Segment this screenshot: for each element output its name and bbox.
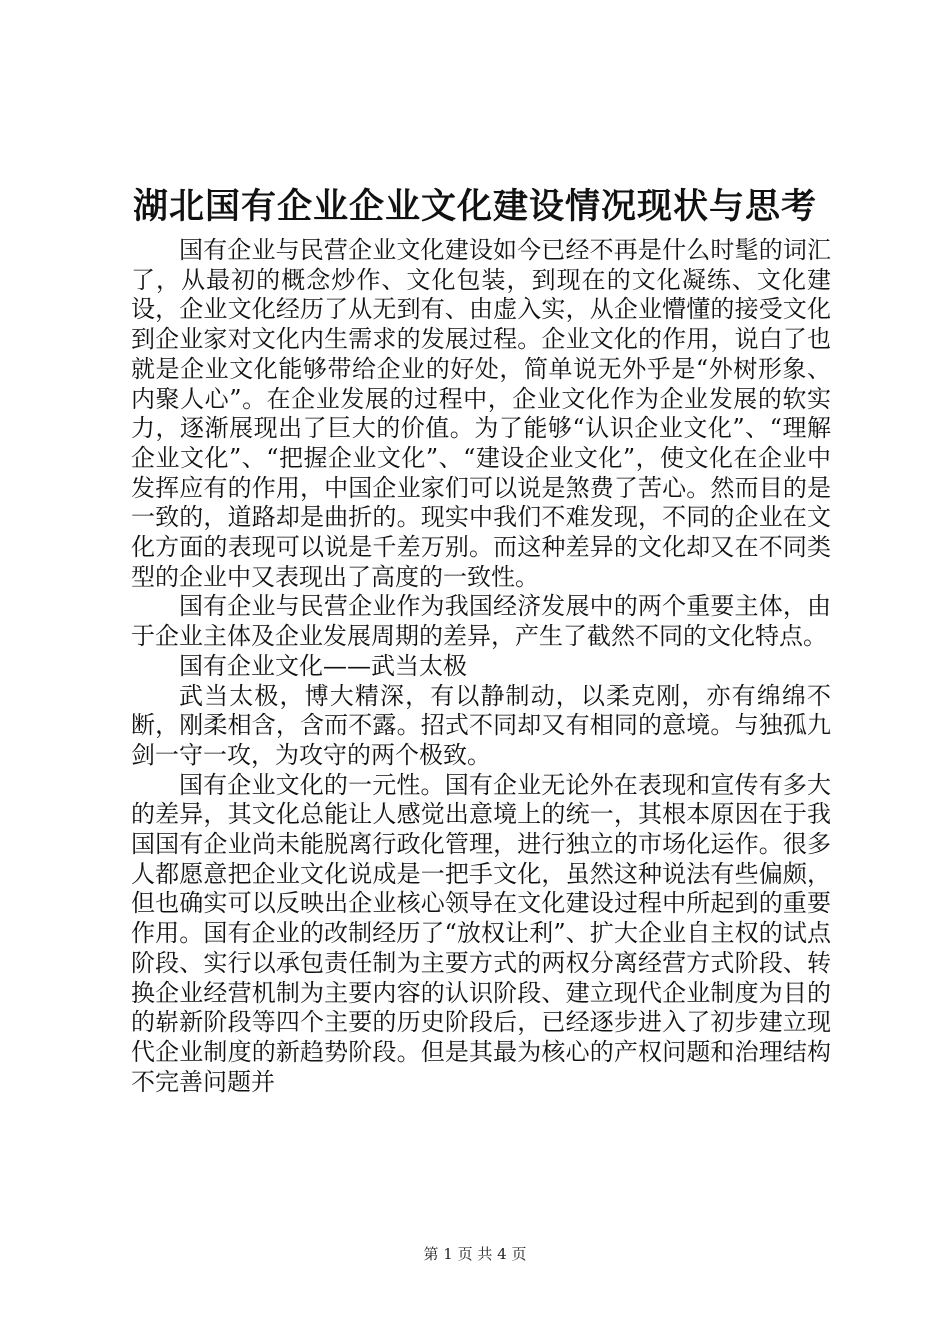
document-title: 湖北国有企业企业文化建设情况现状与思考 xyxy=(132,186,817,227)
paragraph-wudang-taiji: 武当太极，博大精深，有以静制动，以柔克刚，亦有绵绵不断，刚柔相含，含而不露。招式不同却又有相同的意境。与独孤九剑一守一攻，为攻守的两个极致。 xyxy=(131,681,831,769)
document-body xyxy=(131,236,831,1097)
paragraph-unity-of-culture: 国有企业文化的一元性。国有企业无论外在表现和宣传有多大的差异，其文化总能让人感觉出意境上的统一，其根本原因在于我国国有企业尚未能脱离行政化管理，进行独立的市场化运作。很多人都愿意把企业文化说成是一把手文化，虽然这种说法有些偏颇，但也确实可以反映出企业核心领导在文化建设过程中所起到的重要作用。国有企业的改制经历了“放权让利”、扩大企业自主权的试点阶段、实行以承包责任制为主要方式的两权分离经营方式阶段、转换企业经营机制为主要内容的认识阶段、建立现代企业制度为目的的崭新阶段等四个主要的历史阶段后，已经逐步进入了初步建立现代企业制度的新趋势阶段。但是其最为核心的产权问题和治理结构不完善问题并 xyxy=(131,770,831,1096)
section-heading-state-owned-culture: 国有企业文化——武当太极 xyxy=(179,651,467,680)
paragraph-two-subjects: 国有企业与民营企业作为我国经济发展中的两个重要主体，由于企业主体及企业发展周期的差异，产生了截然不同的文化特点。 xyxy=(131,592,831,651)
page-footer: 第 1 页 共 4 页 xyxy=(423,1245,527,1263)
paragraph-intro: 国有企业与民营企业文化建设如今已经不再是什么时髦的词汇了，从最初的概念炒作、文化包装，到现在的文化凝练、文化建设，企业文化经历了从无到有、由虚入实，从企业懵懂的接受文化到企业家对文化内生需求的发展过程。企业文化的作用，说白了也就是企业文化能够带给企业的好处，简单说无外乎是“外树形象、内聚人心”。在企业发展的过程中，企业文化作为企业发展的软实力，逐渐展现出了巨大的价值。为了能够“认识企业文化”、“理解企业文化”、“把握企业文化”、“建设企业文化”，使文化在企业中发挥应有的作用，中国企业家们可以说是煞费了苦心。然而目的是一致的，道路却是曲折的。现实中我们不难发现，不同的企业在文化方面的表现可以说是千差万别。而这种差异的文化却又在不同类型的企业中又表现出了高度的一致性。 xyxy=(131,236,831,591)
